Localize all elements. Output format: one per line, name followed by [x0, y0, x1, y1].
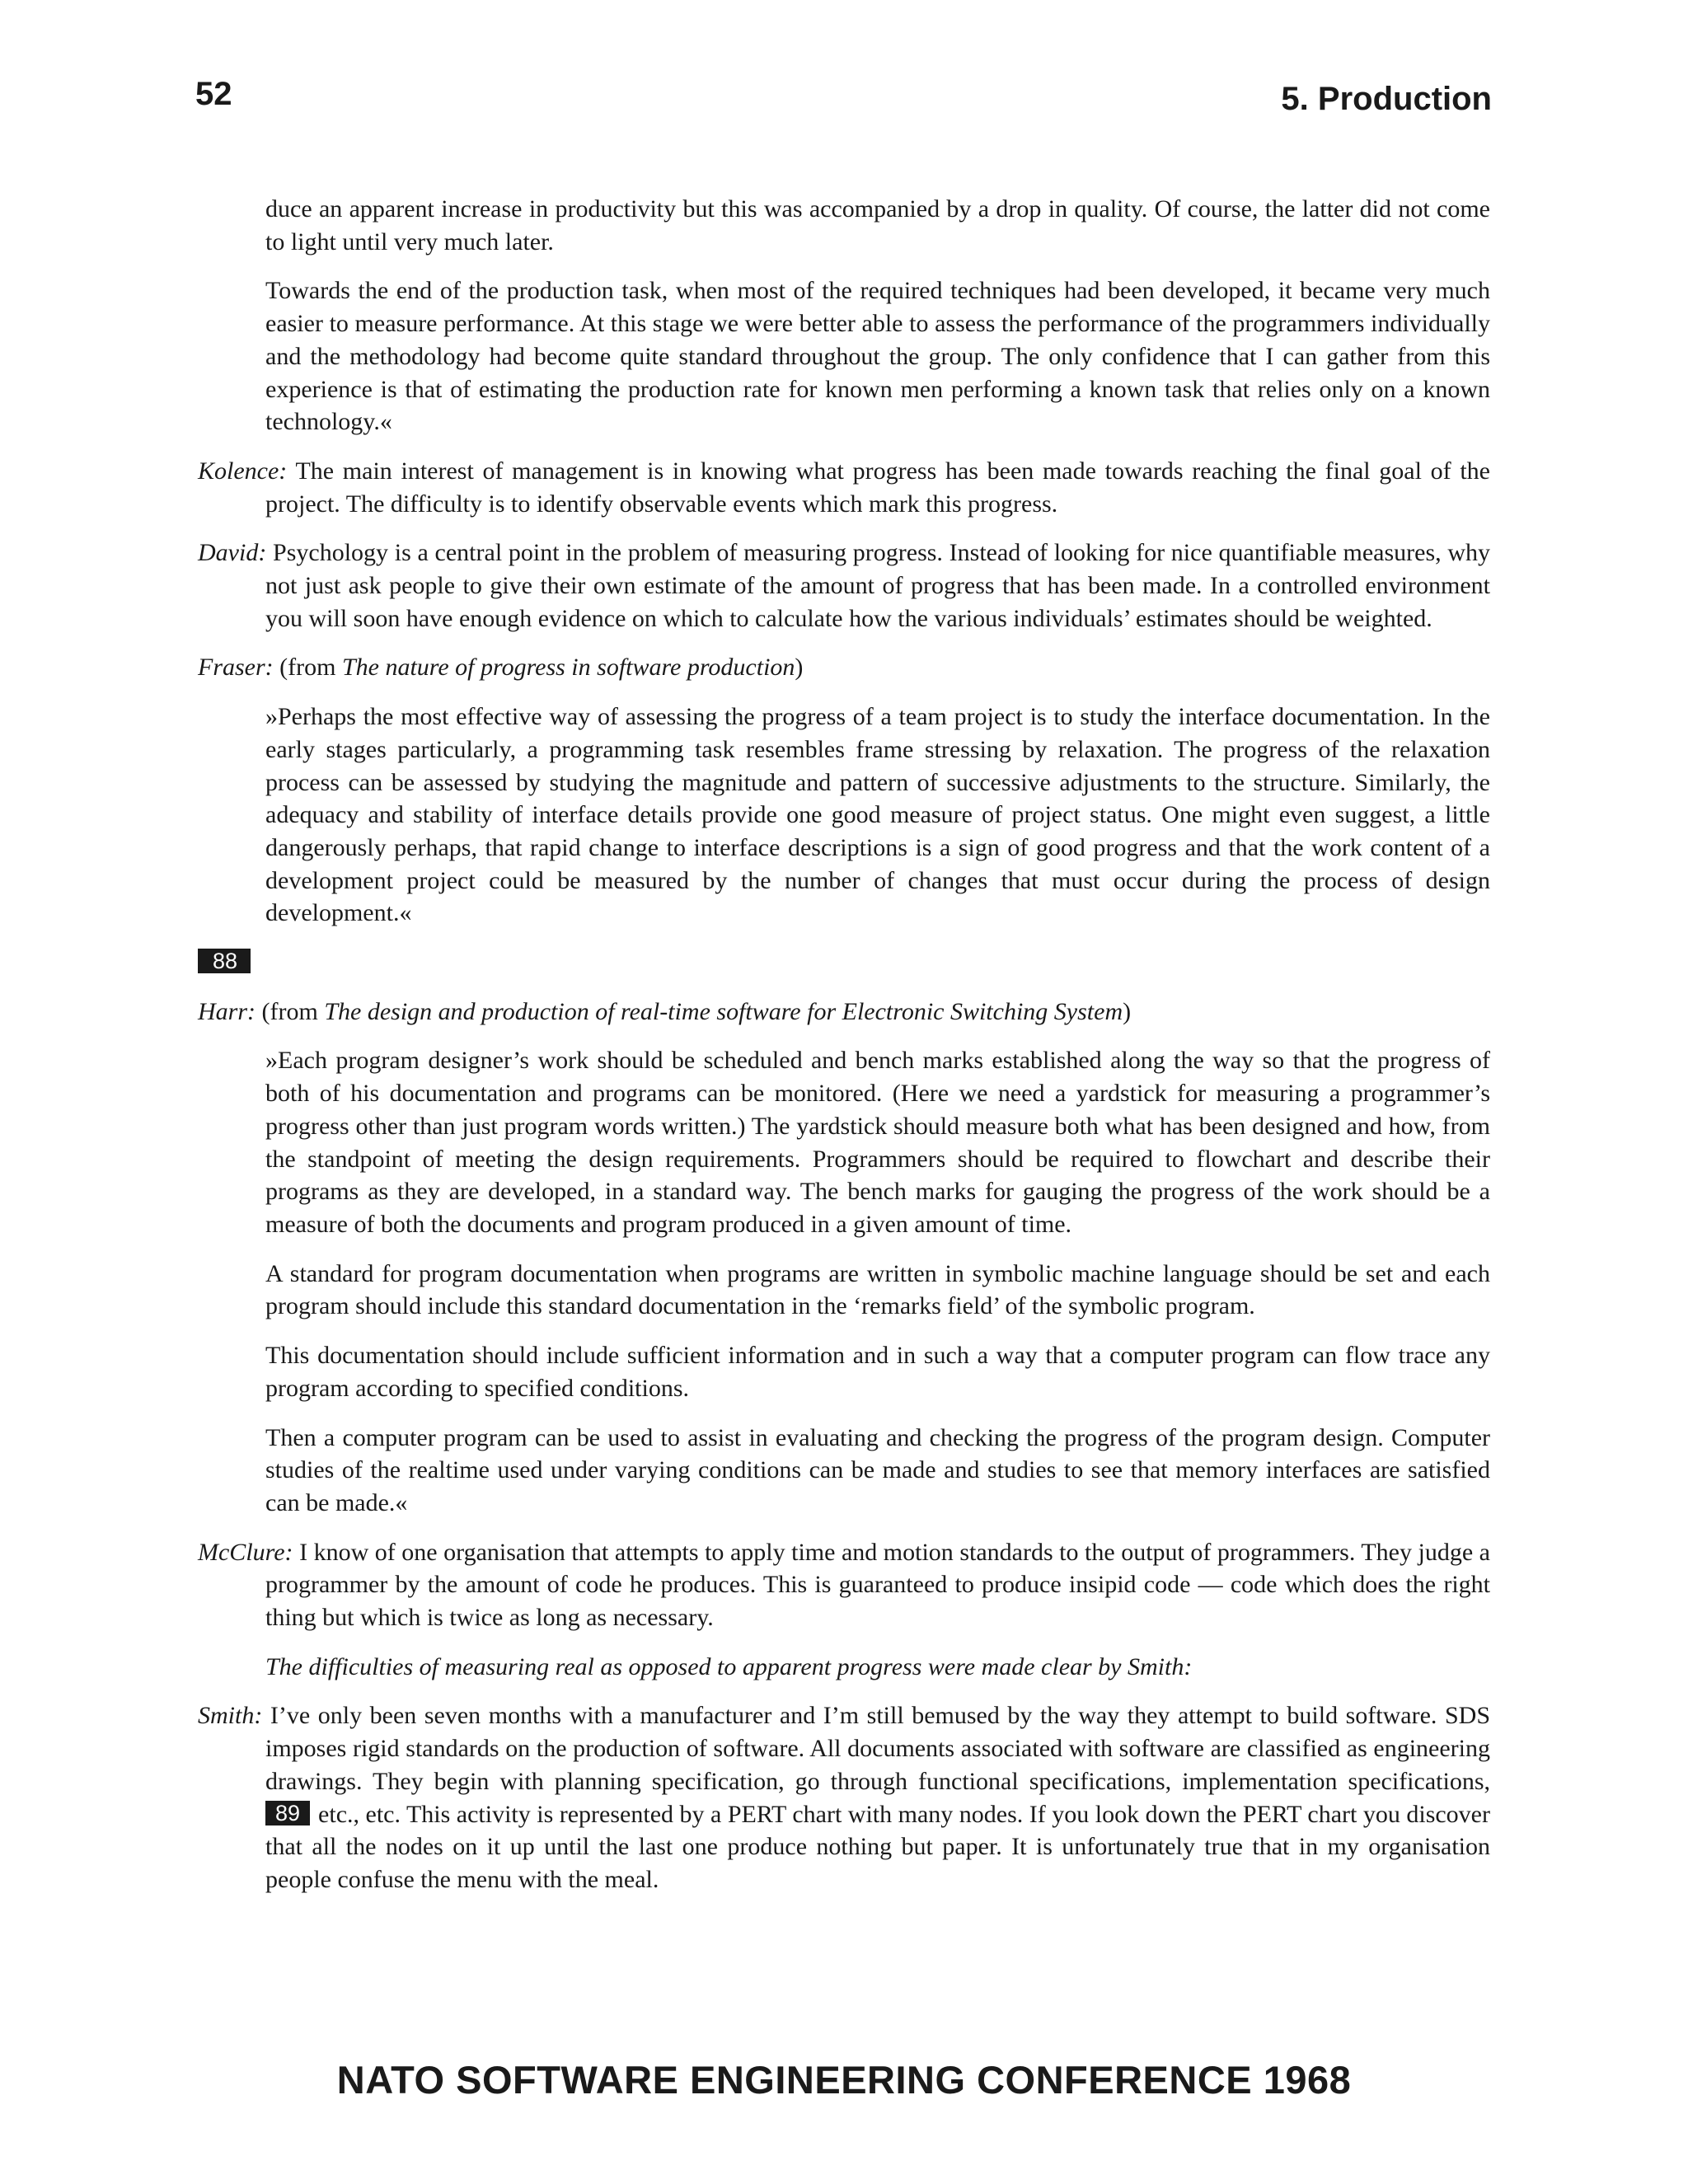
speaker-name: David: — [198, 539, 267, 567]
page-marker-88-row — [198, 946, 1490, 979]
speaker-smith — [198, 1699, 1490, 1896]
speaker-david — [198, 537, 1490, 635]
source-close: ) — [795, 654, 804, 682]
speaker-name: McClure: — [198, 1538, 293, 1566]
editorial-note: The difficulties of measuring real as opposed to apparent progress were made clear by Smith: — [265, 1652, 1193, 1680]
chapter-title: 5. Production — [1281, 81, 1492, 117]
paragraph-towards-end: Towards the end of the production task, when most of the required techniques had been developed, it became very much easier to measure performance. At this stage we were better able to assess the performance of the programmers individually and the methodology had become quite standard throughout the group. The only confidence that I can gather from this experience is that of estimating the production rate for known men performing a known task that relies only on a known technology.« — [265, 277, 1490, 436]
speaker-kolence — [198, 455, 1490, 520]
quote-harr-2: A standard for program documentation when programs are written in symbolic machine language should be set and each program should include this standard documentation in the ‘remarks field’ of the symbolic program. — [265, 1259, 1490, 1320]
quote-harr-4: Then a computer program can be used to assist in evaluating and checking the progress of the program design. Computer studies of the realtime used under varying conditions can be made and studies to see that memory interfaces are satisfied can be made.« — [265, 1423, 1490, 1516]
speaker-harr — [198, 996, 1490, 1029]
speaker-mcclure — [198, 1536, 1490, 1634]
speaker-text-cont: etc., etc. This activity is represented by a PERT chart with many nodes. If you look down the PERT chart you discover that all the nodes on it up until the last one produce nothing but paper. It is unfortunately true that in my organisation people confuse the menu with the meal. — [265, 1800, 1490, 1893]
page-marker-89: 89 — [265, 1801, 310, 1825]
speaker-name: Harr: — [198, 997, 256, 1025]
source-title: The nature of progress in software production — [341, 654, 795, 682]
source-title: The design and production of real-time software for Electronic Switching System — [324, 997, 1123, 1025]
speaker-text: I’ve only been seven months with a manufacturer and I’m still bemused by the way they attempt to build software. SDS imposes rigid standards on the production of software. All documents associated with software are classified as engineering drawings. They begin with planning specification, go through functional specifications, implementation specifications, — [265, 1702, 1491, 1795]
speaker-text: The main interest of management is in knowing what progress has been made towards reaching the final goal of the project. The difficulty is to identify observable events which mark this progress. — [265, 457, 1490, 518]
speaker-name: Kolence: — [198, 457, 288, 485]
quote-harr-1: »Each program designer’s work should be scheduled and bench marks established along the way so that the progress of both of his documentation and programs can be monitored. (Here we need a yardstick for measuring a programmer’s progress other than just program words written.) The yardstick should measure both what has been designed and how, from the standpoint of meeting the design requirements. Programmers should be required to flowchart and describe their programs as they are developed, in a standard way. The bench marks for gauging the progress of the work should be a measure of both the documents and program produced in a given amount of time. — [265, 1047, 1490, 1238]
speaker-name: Smith: — [198, 1702, 263, 1730]
speaker-text: Psychology is a central point in the problem of measuring progress. Instead of looking for nice quantifiable measures, why not just ask people to give their own estimate of the amount of progress that has been made. In a controlled environment you will soon have enough evidence on which to calculate how the various individuals’ estimates should be weighted. — [265, 539, 1491, 632]
speaker-name: Fraser: — [198, 654, 274, 682]
quote-fraser: »Perhaps the most effective way of assessing the progress of a team project is to study the interface documentation. In the early stages particularly, a programming task resembles frame stressing by relaxation. The progress of the relaxation process can be assessed by studying the magnitude and pattern of successive adjustments to the structure. Similarly, the adequacy and stability of interface details provide one good measure of project status. One might even suggest, a little dangerously perhaps, that rapid change to interface descriptions is a sign of good progress and that the work content of a development project could be measured by the number of changes that must occur during the process of design development.« — [265, 703, 1490, 927]
paragraph-continuation: duce an apparent increase in productivity but this was accompanied by a drop in quality. Of course, the latter did not come to light until very much later. — [265, 195, 1490, 255]
page-body — [198, 193, 1490, 1913]
footer-title: NATO SOFTWARE ENGINEERING CONFERENCE 1968 — [336, 2058, 1352, 2102]
source-from: (from — [261, 997, 318, 1025]
quote-harr-3: This documentation should include sufficient information and in such a way that a computer program can flow trace any program according to specified conditions. — [265, 1342, 1490, 1402]
speaker-fraser — [198, 651, 1490, 684]
speaker-text: I know of one organisation that attempts to apply time and motion standards to the output of programmers. They judge a programmer by the amount of code he produces. This is guaranteed to produce insipid code — code which does the right thing but which is twice as long as necessary. — [265, 1538, 1490, 1632]
page-number: 52 — [195, 76, 232, 112]
page-marker-88: 88 — [198, 949, 251, 973]
source-from: (from — [279, 654, 336, 682]
source-close: ) — [1123, 997, 1132, 1025]
